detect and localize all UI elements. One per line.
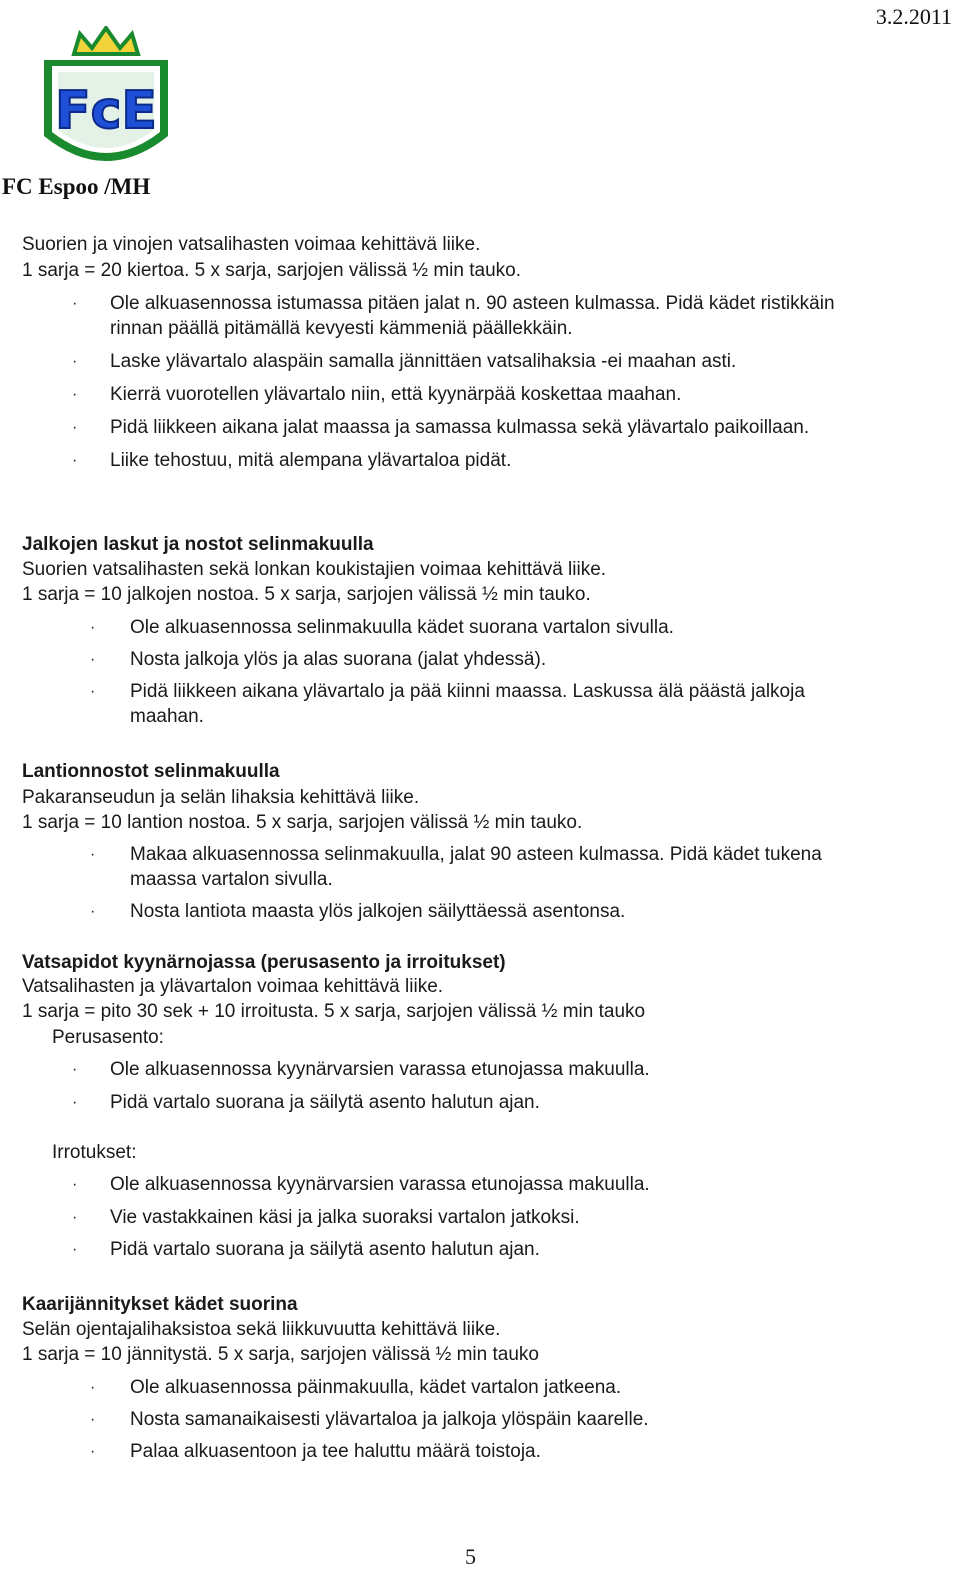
section-line: 1 sarja = pito 30 sek + 10 irroitusta. 5 x sarja, sarjojen välissä ½ min tauko xyxy=(22,1001,646,1022)
list-item: Pidä liikkeen aikana jalat maassa ja samassa kulmassa sekä ylävartalo paikoillaan. xyxy=(110,417,810,438)
intro-line: 1 sarja = 20 kiertoa. 5 x sarja, sarjojen välissä ½ min tauko. xyxy=(22,260,521,281)
bullet-icon: · xyxy=(72,353,78,370)
list-item: Kierrä vuorotellen ylävartalo niin, että kyynärpää koskettaa maahan. xyxy=(110,384,682,405)
list-item: rinnan päällä pitämällä kevyesti kämmeniä päällekkäin. xyxy=(110,318,573,339)
bullet-icon: · xyxy=(72,295,78,312)
bullet-icon: · xyxy=(90,651,96,668)
list-item: Ole alkuasennossa istumassa pitäen jalat n. 90 asteen kulmassa. Pidä kädet ristikkäin xyxy=(110,293,835,314)
section-line: 1 sarja = 10 jännitystä. 5 x sarja, sarjojen välissä ½ min tauko xyxy=(22,1344,539,1365)
list-item: Ole alkuasennossa selinmakuulla kädet suorana vartalon sivulla. xyxy=(130,617,674,638)
club-logo xyxy=(36,26,176,176)
section-line: Suorien vatsalihasten sekä lonkan koukistajien voimaa kehittävä liike. xyxy=(22,559,607,580)
bullet-icon: · xyxy=(72,1241,78,1258)
bullet-icon: · xyxy=(72,452,78,469)
list-item: Makaa alkuasennossa selinmakuulla, jalat 90 asteen kulmassa. Pidä kädet tukena xyxy=(130,844,822,865)
list-item: maahan. xyxy=(130,706,204,727)
list-item: maassa vartalon sivulla. xyxy=(130,869,333,890)
bullet-icon: · xyxy=(72,1176,78,1193)
section-line: 1 sarja = 10 jalkojen nostoa. 5 x sarja, sarjojen välissä ½ min tauko. xyxy=(22,584,591,605)
bullet-icon: · xyxy=(72,386,78,403)
list-item: Nosta jalkoja ylös ja alas suorana (jalat yhdessä). xyxy=(130,649,547,670)
section-title: Kaarijännitykset kädet suorina xyxy=(22,1294,298,1315)
bullet-icon: · xyxy=(90,903,96,920)
bullet-icon: · xyxy=(72,1094,78,1111)
page-number: 5 xyxy=(465,1544,476,1569)
list-item: Liike tehostuu, mitä alempana ylävartaloa pidät. xyxy=(110,450,512,471)
list-item: Ole alkuasennossa kyynärvarsien varassa etunojassa makuulla. xyxy=(110,1059,650,1080)
list-item: Pidä vartalo suorana ja säilytä asento halutun ajan. xyxy=(110,1239,540,1260)
list-item: Pidä vartalo suorana ja säilytä asento halutun ajan. xyxy=(110,1092,540,1113)
list-item: Nosta lantiota maasta ylös jalkojen säilyttäessä asentonsa. xyxy=(130,901,626,922)
section-line: Pakaranseudun ja selän lihaksia kehittävä liike. xyxy=(22,787,420,808)
bullet-icon: · xyxy=(90,846,96,863)
logo-lettering: FcE xyxy=(55,81,157,141)
club-name: FC Espoo /MH xyxy=(2,174,151,199)
bullet-icon: · xyxy=(90,1411,96,1428)
bullet-icon: · xyxy=(72,1061,78,1078)
section-line: Vatsalihasten ja ylävartalon voimaa kehittävä liike. xyxy=(22,976,444,997)
bullet-icon: · xyxy=(72,419,78,436)
bullet-icon: · xyxy=(90,619,96,636)
bullet-icon: · xyxy=(72,1209,78,1226)
subsection-label: Perusasento: xyxy=(52,1027,164,1048)
section-line: 1 sarja = 10 lantion nostoa. 5 x sarja, sarjojen välissä ½ min tauko. xyxy=(22,812,583,833)
section-title: Lantionnostot selinmakuulla xyxy=(22,761,280,782)
section-title: Vatsapidot kyynärnojassa (perusasento ja irroitukset) xyxy=(22,952,506,973)
list-item: Pidä liikkeen aikana ylävartalo ja pää kiinni maassa. Laskussa älä päästä jalkoja xyxy=(130,681,805,702)
list-item: Nosta samanaikaisesti ylävartaloa ja jalkoja ylöspäin kaarelle. xyxy=(130,1409,649,1430)
intro-line: Suorien ja vinojen vatsalihasten voimaa kehittävä liike. xyxy=(22,234,481,255)
bullet-icon: · xyxy=(90,1443,96,1460)
list-item: Ole alkuasennossa kyynärvarsien varassa etunojassa makuulla. xyxy=(110,1174,650,1195)
section-title: Jalkojen laskut ja nostot selinmakuulla xyxy=(22,534,374,555)
fce-crest-icon xyxy=(36,26,176,176)
list-item: Vie vastakkainen käsi ja jalka suoraksi vartalon jatkoksi. xyxy=(110,1207,580,1228)
list-item: Laske ylävartalo alaspäin samalla jännittäen vatsalihaksia -ei maahan asti. xyxy=(110,351,737,372)
document-date: 3.2.2011 xyxy=(875,4,952,29)
section-line: Selän ojentajalihaksistoa sekä liikkuvuutta kehittävä liike. xyxy=(22,1319,501,1340)
list-item: Ole alkuasennossa päinmakuulla, kädet vartalon jatkeena. xyxy=(130,1377,622,1398)
list-item: Palaa alkuasentoon ja tee haluttu määrä toistoja. xyxy=(130,1441,541,1462)
bullet-icon: · xyxy=(90,683,96,700)
bullet-icon: · xyxy=(90,1379,96,1396)
subsection-label: Irrotukset: xyxy=(52,1142,137,1163)
